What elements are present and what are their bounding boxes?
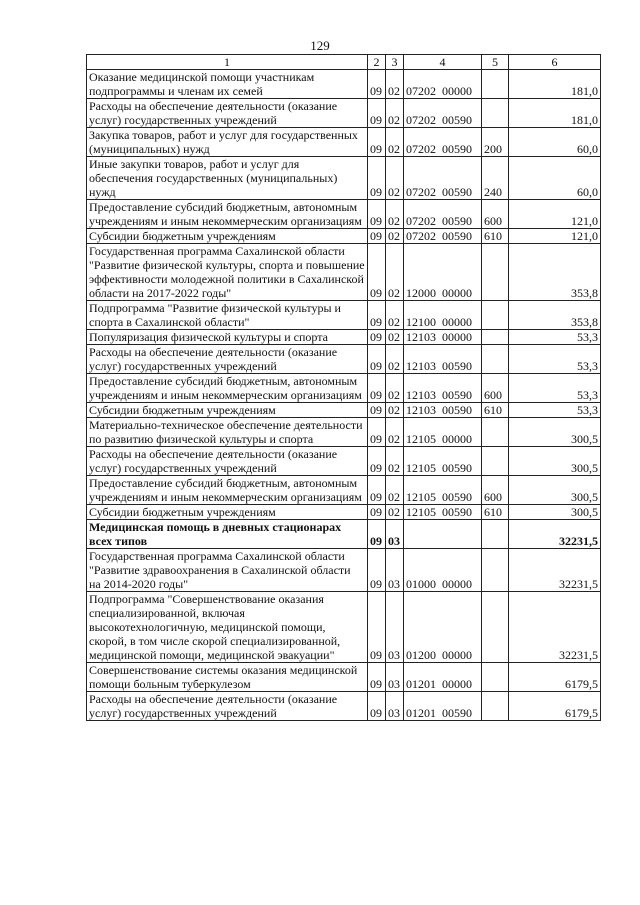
row-name: Расходы на обеспечение деятельности (оказание услуг) государственных учреждений (87, 447, 368, 476)
budget-table (86, 54, 601, 721)
row-target-code-direction: 00590 (442, 185, 472, 199)
row-target-code (404, 200, 482, 229)
page-number: 129 (310, 38, 330, 53)
table-row (87, 374, 601, 403)
row-subsection: 02 (386, 244, 404, 301)
row-name: Предоставление субсидий бюджетным, автономным учреждениям и иным некоммерческим организациям (87, 374, 368, 403)
row-target-code-direction: 00000 (442, 577, 472, 591)
row-name: Медицинская помощь в дневных стационарах всех типов (87, 520, 368, 549)
row-target-code-direction: 00000 (442, 432, 472, 446)
table-row (87, 476, 601, 505)
row-subsection: 03 (386, 692, 404, 721)
row-section: 09 (368, 592, 386, 663)
row-target-code (404, 592, 482, 663)
row-section: 09 (368, 330, 386, 345)
row-expense-type: 610 (482, 229, 509, 244)
row-section: 09 (368, 447, 386, 476)
row-amount: 60,0 (509, 128, 601, 157)
row-expense-type: 600 (482, 200, 509, 229)
row-section: 09 (368, 99, 386, 128)
row-name: Подпрограмма "Развитие физической культуры и спорта в Сахалинской области" (87, 301, 368, 330)
table-row (87, 244, 601, 301)
row-expense-type (482, 447, 509, 476)
row-amount: 181,0 (509, 99, 601, 128)
row-section: 09 (368, 549, 386, 592)
row-expense-type: 600 (482, 476, 509, 505)
table-row (87, 200, 601, 229)
table-row (87, 692, 601, 721)
row-name: Материально-техническое обеспечение деятельности по развитию физической культуры и спорта (87, 418, 368, 447)
row-subsection: 02 (386, 99, 404, 128)
row-subsection: 02 (386, 70, 404, 99)
row-amount: 121,0 (509, 229, 601, 244)
table-row (87, 418, 601, 447)
row-target-code (404, 229, 482, 244)
row-target-code-direction: 00000 (442, 286, 472, 300)
row-target-code-program: 01201 (406, 677, 436, 691)
row-expense-type (482, 418, 509, 447)
row-target-code (404, 157, 482, 200)
row-target-code (404, 99, 482, 128)
table-row (87, 549, 601, 592)
row-section: 09 (368, 692, 386, 721)
row-section: 09 (368, 520, 386, 549)
table-row (87, 157, 601, 200)
row-name: Государственная программа Сахалинской области "Развитие физической культуры, спорта и повышение эффективности молодежной политики в Сахалинской области на 2017-2022 годы" (87, 244, 368, 301)
row-expense-type (482, 549, 509, 592)
row-target-code (404, 549, 482, 592)
row-subsection: 02 (386, 330, 404, 345)
row-name: Закупка товаров, работ и услуг для государственных (муниципальных) нужд (87, 128, 368, 157)
row-target-code-program: 12105 (406, 490, 436, 504)
row-target-code-program: 12103 (406, 359, 436, 373)
row-amount: 353,8 (509, 244, 601, 301)
row-target-code-program: 12105 (406, 461, 436, 475)
row-name: Популяризация физической культуры и спорта (87, 330, 368, 345)
row-target-code-direction: 00000 (442, 677, 472, 691)
row-name: Расходы на обеспечение деятельности (оказание услуг) государственных учреждений (87, 99, 368, 128)
row-name: Субсидии бюджетным учреждениям (87, 505, 368, 520)
row-amount: 6179,5 (509, 692, 601, 721)
row-expense-type (482, 301, 509, 330)
row-section: 09 (368, 200, 386, 229)
row-amount: 32231,5 (509, 520, 601, 549)
header-col-6: 6 (509, 55, 601, 70)
row-target-code (404, 403, 482, 418)
row-section: 09 (368, 505, 386, 520)
row-amount: 60,0 (509, 157, 601, 200)
row-target-code-direction: 00590 (442, 706, 472, 720)
row-expense-type: 610 (482, 505, 509, 520)
row-name: Субсидии бюджетным учреждениям (87, 229, 368, 244)
row-subsection: 03 (386, 592, 404, 663)
row-target-code (404, 505, 482, 520)
table-row (87, 330, 601, 345)
row-section: 09 (368, 301, 386, 330)
table-row (87, 592, 601, 663)
header-col-3: 3 (386, 55, 404, 70)
row-name: Государственная программа Сахалинской области "Развитие здравоохранения в Сахалинской области на 2014-2020 годы" (87, 549, 368, 592)
row-name: Расходы на обеспечение деятельности (оказание услуг) государственных учреждений (87, 345, 368, 374)
row-target-code (404, 301, 482, 330)
row-subsection: 02 (386, 418, 404, 447)
row-target-code-program: 07202 (406, 214, 436, 228)
row-name: Подпрограмма "Совершенствование оказания специализированной, включая высокотехнологичную, медицинской помощи, скорой, в том числе скорой специализированной, медицинской помощи, медицинской эвакуации" (87, 592, 368, 663)
row-subsection: 02 (386, 505, 404, 520)
row-amount: 300,5 (509, 476, 601, 505)
row-target-code-program: 07202 (406, 84, 436, 98)
row-expense-type (482, 70, 509, 99)
row-amount: 121,0 (509, 200, 601, 229)
row-target-code (404, 345, 482, 374)
row-amount: 181,0 (509, 70, 601, 99)
row-target-code-direction: 00590 (442, 490, 472, 504)
row-name: Иные закупки товаров, работ и услуг для обеспечения государственных (муниципальных) нужд (87, 157, 368, 200)
row-subsection: 03 (386, 663, 404, 692)
row-section: 09 (368, 244, 386, 301)
row-target-code (404, 330, 482, 345)
row-target-code-program: 12105 (406, 432, 436, 446)
row-section: 09 (368, 403, 386, 418)
table-row (87, 301, 601, 330)
row-target-code (404, 244, 482, 301)
row-amount: 300,5 (509, 505, 601, 520)
row-target-code-program: 07202 (406, 229, 436, 243)
row-target-code-direction: 00590 (442, 142, 472, 156)
row-target-code-program: 01000 (406, 577, 436, 591)
row-target-code-direction: 00590 (442, 214, 472, 228)
row-section: 09 (368, 70, 386, 99)
row-name: Оказание медицинской помощи участникам подпрограммы и членам их семей (87, 70, 368, 99)
table-row (87, 505, 601, 520)
table-row (87, 345, 601, 374)
row-target-code-program: 01201 (406, 706, 436, 720)
row-target-code (404, 374, 482, 403)
row-amount: 300,5 (509, 447, 601, 476)
row-target-code-direction: 00000 (442, 84, 472, 98)
header-col-5: 5 (482, 55, 509, 70)
row-section: 09 (368, 418, 386, 447)
row-name: Предоставление субсидий бюджетным, автономным учреждениям и иным некоммерческим организациям (87, 200, 368, 229)
table-row (87, 663, 601, 692)
row-target-code-direction: 00590 (442, 505, 472, 519)
table-header-row (87, 55, 601, 70)
row-expense-type: 600 (482, 374, 509, 403)
row-target-code-program: 07202 (406, 185, 436, 199)
row-expense-type: 610 (482, 403, 509, 418)
row-subsection: 02 (386, 476, 404, 505)
row-subsection: 02 (386, 447, 404, 476)
row-section: 09 (368, 345, 386, 374)
row-subsection: 02 (386, 403, 404, 418)
row-target-code-direction: 00590 (442, 403, 472, 417)
row-amount: 53,3 (509, 374, 601, 403)
row-name: Субсидии бюджетным учреждениям (87, 403, 368, 418)
row-subsection: 03 (386, 549, 404, 592)
table-row (87, 403, 601, 418)
header-col-2: 2 (368, 55, 386, 70)
row-expense-type (482, 592, 509, 663)
row-expense-type (482, 244, 509, 301)
table-body (87, 70, 601, 721)
row-section: 09 (368, 476, 386, 505)
row-target-code-direction: 00000 (442, 330, 472, 344)
table-row (87, 229, 601, 244)
table-row (87, 99, 601, 128)
row-subsection: 02 (386, 229, 404, 244)
row-subsection: 02 (386, 374, 404, 403)
row-target-code (404, 447, 482, 476)
row-expense-type (482, 330, 509, 345)
row-section: 09 (368, 128, 386, 157)
row-target-code (404, 418, 482, 447)
table-row (87, 520, 601, 549)
row-subsection: 02 (386, 128, 404, 157)
row-amount: 32231,5 (509, 549, 601, 592)
row-expense-type (482, 99, 509, 128)
row-target-code (404, 70, 482, 99)
row-target-code (404, 520, 482, 549)
row-target-code-direction: 00000 (442, 648, 472, 662)
row-amount: 300,5 (509, 418, 601, 447)
row-name: Предоставление субсидий бюджетным, автономным учреждениям и иным некоммерческим организациям (87, 476, 368, 505)
row-subsection: 02 (386, 345, 404, 374)
row-section: 09 (368, 374, 386, 403)
row-target-code (404, 663, 482, 692)
row-expense-type: 200 (482, 128, 509, 157)
row-target-code-program: 12105 (406, 505, 436, 519)
row-target-code-direction: 00590 (442, 113, 472, 127)
row-section: 09 (368, 229, 386, 244)
row-amount: 32231,5 (509, 592, 601, 663)
row-expense-type (482, 345, 509, 374)
row-amount: 6179,5 (509, 663, 601, 692)
row-target-code (404, 128, 482, 157)
header-col-4: 4 (404, 55, 482, 70)
row-amount: 353,8 (509, 301, 601, 330)
row-amount: 53,3 (509, 330, 601, 345)
row-subsection: 02 (386, 301, 404, 330)
row-expense-type (482, 520, 509, 549)
row-subsection: 02 (386, 200, 404, 229)
row-target-code-program: 12103 (406, 388, 436, 402)
row-subsection: 03 (386, 520, 404, 549)
row-target-code-program: 07202 (406, 142, 436, 156)
row-section: 09 (368, 663, 386, 692)
row-target-code-program: 12100 (406, 315, 436, 329)
row-target-code (404, 692, 482, 721)
row-target-code-direction: 00590 (442, 359, 472, 373)
row-target-code-program: 01200 (406, 648, 436, 662)
row-section: 09 (368, 157, 386, 200)
row-target-code-program: 07202 (406, 113, 436, 127)
row-name: Совершенствование системы оказания медицинской помощи больным туберкулезом (87, 663, 368, 692)
row-target-code-direction: 00590 (442, 229, 472, 243)
row-target-code-program: 12103 (406, 403, 436, 417)
row-expense-type: 240 (482, 157, 509, 200)
row-target-code-direction: 00590 (442, 388, 472, 402)
row-target-code-program: 12000 (406, 286, 436, 300)
header-col-1: 1 (87, 55, 368, 70)
table-row (87, 128, 601, 157)
row-expense-type (482, 663, 509, 692)
row-target-code-program: 12103 (406, 330, 436, 344)
row-amount: 53,3 (509, 345, 601, 374)
row-target-code (404, 476, 482, 505)
row-amount: 53,3 (509, 403, 601, 418)
row-subsection: 02 (386, 157, 404, 200)
row-name: Расходы на обеспечение деятельности (оказание услуг) государственных учреждений (87, 692, 368, 721)
table-row (87, 70, 601, 99)
row-target-code-direction: 00590 (442, 461, 472, 475)
row-expense-type (482, 692, 509, 721)
row-target-code-direction: 00000 (442, 315, 472, 329)
table-row (87, 447, 601, 476)
